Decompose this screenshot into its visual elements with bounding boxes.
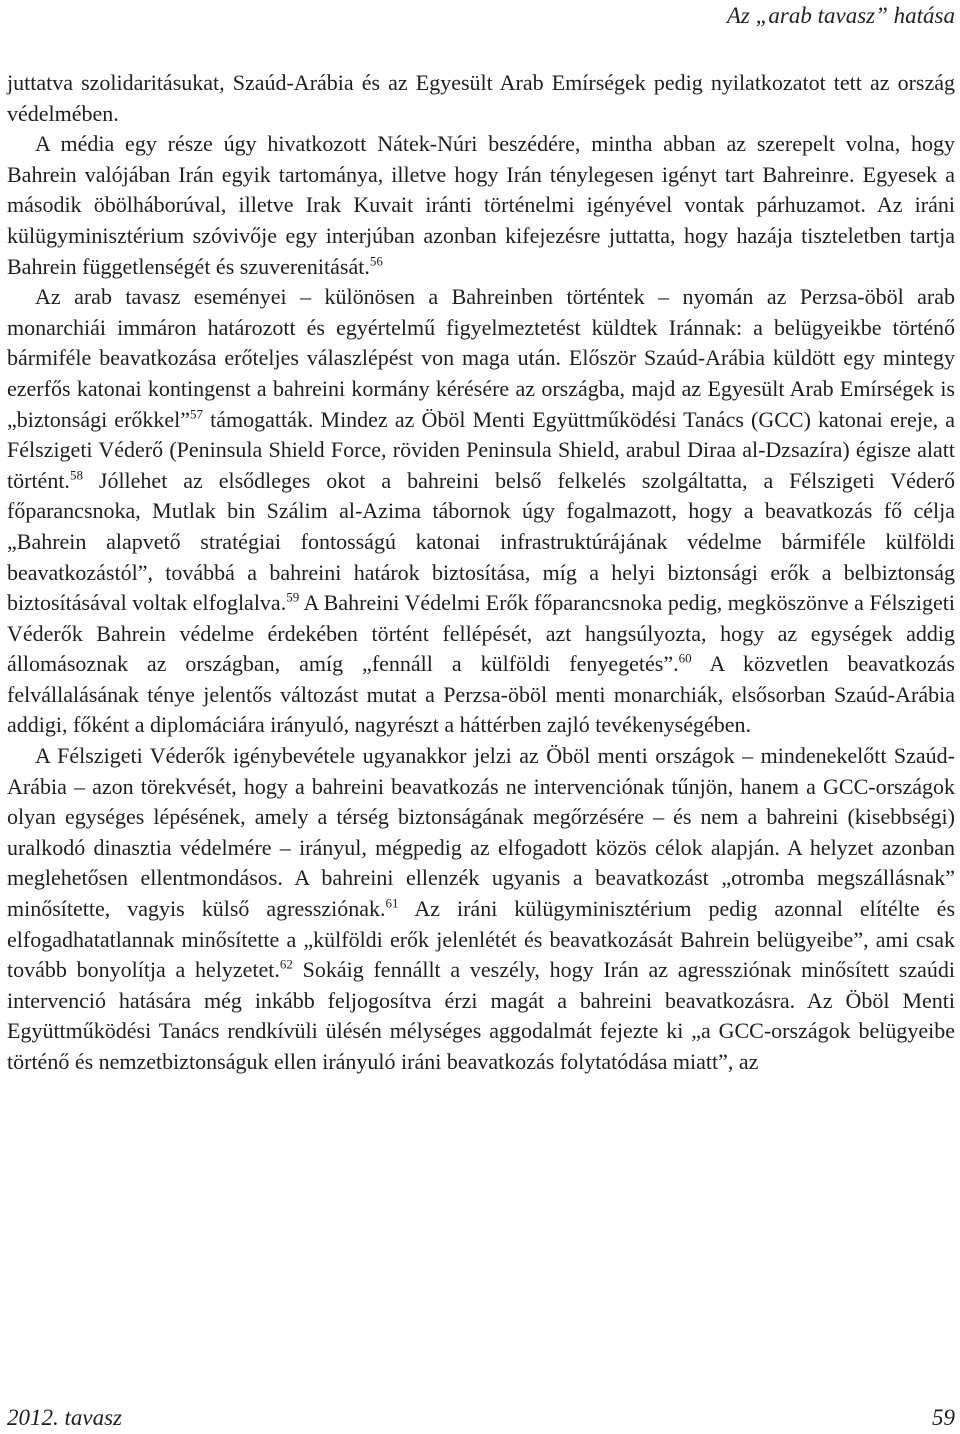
article-body: [7, 68, 955, 1078]
footnote-ref: 59: [286, 589, 300, 605]
paragraph-text: A közvetlen beavatkozás felvállalásának ténye jelentős változást mutat a Perzsa-öböl menti monarchiák, elsősorban Szaúd-Arábia addigi, főként a diplomáciára irányuló, nagyrészt a háttérben zajló tevékenységében.: [7, 651, 955, 738]
page-number: 59: [932, 1405, 955, 1430]
page-footer: [7, 1403, 955, 1433]
paragraph-text: A Bahreini Védelmi Erők főparancsnoka pedig, megköszönve a Félszigeti Véderők Bahrein védelme érdekében történt fellépését, azt hangsúlyozta, hogy az egységek addig állomásoznak az országban, amíg „fennáll a külföldi fenyegetés”.: [7, 590, 955, 677]
footnote-ref: 56: [369, 253, 383, 269]
paragraph-text: Az iráni külügyminisztérium pedig azonnal elítélte és elfogadhatatlannak minősítette a „külföldi erők jelenlétét és beavatkozását Bahrein belügyeibe”, ami csak tovább bonyolítja a helyzetet.: [7, 896, 956, 983]
running-header: Az „arab tavasz” hatása: [726, 3, 955, 28]
paragraph: [7, 741, 955, 1078]
paragraph-text: A média egy része úgy hivatkozott Nátek-Núri beszédére, mintha abban az szerepelt volna, hogy Bahrein valójában Irán egyik tartománya, illetve hogy Irán ténylegesen igényt tart Bahreinre. Egyesek a második öbölháborúval, illetve Irak Kuvait iránti történelmi igényével vontak párhuzamot. Az iráni külügyminisztérium szóvivője egy interjúban azonban kifejezésre juttatta, hogy hazája tiszteletben tartja Bahrein függetlenségét és szuverenitását.: [7, 131, 955, 279]
footnote-ref: 62: [279, 956, 293, 972]
paragraph-text: Jóllehet az elsődleges okot a bahreini belső felkelés szolgáltatta, a Félszigeti Véderő főparancsnoka, Mutlak bin Szálim al-Azima tábornok úgy fogalmazott, hogy a beavatkozás fő célja „Bahrein alapvető stratégiai fontosságú katonai infrastruktúrájának védelme bármiféle külföldi beavatkozástól”, továbbá a bahreini határok biztosítása, míg a helyi biztonsági erők a belbiztonság biztosításával voltak elfoglalva.: [7, 467, 955, 616]
paragraph-text: juttatva szolidaritásukat, Szaúd-Arábia és az Egyesült Arab Emírségek pedig nyilatkozatot tett az ország védelmében.: [7, 70, 955, 126]
footnote-ref: 61: [385, 895, 399, 911]
paragraph-text: Az arab tavasz eseményei – különösen a Bahreinben történtek – nyomán az Perzsa-öböl arab monarchiái immáron határozott és egyértelmű figyelmeztetést küldtek Iránnak: a belügyeikbe történő bármiféle beavatkozása erőteljes válaszlépést von maga után. Először Szaúd-Arábia küldött egy mintegy ezerfős katonai kontingenst a bahreini kormány kérésére az országba, majd az Egyesült Arab Emírségek is „biztonsági erőkkel”: [7, 284, 955, 432]
footnote-ref: 57: [190, 406, 204, 422]
paragraph-text: A Félszigeti Véderők igénybevétele ugyanakkor jelzi az Öböl menti országok – mindenekelőtt Szaúd-Arábia – azon törekvését, hogy a bahreini beavatkozás ne intervenciónak tűnjön, hanem a GCC-országok olyan egységes lépésének, amely a térség biztonságának megőrzésére – és nem a bahreini (kisebbségi) uralkodó dinasztia védelmére – irányul, mégpedig az elfogadott közös célok alapján. A helyzet azonban meglehetősen ellentmondásos. A bahreini ellenzék ugyanis a beavatkozást „otromba megszállásnak” minősítette, vagyis külső agressziónak.: [7, 743, 955, 922]
paragraph-text: támogatták. Mindez az Öböl Menti Együttműködési Tanács (GCC) katonai ereje, a Félszigeti Véderő (Peninsula Shield Force, röviden Peninsula Shield, arabul Diraa al-Dzsazíra) égisze alatt történt.: [7, 406, 955, 493]
issue-label: 2012. tavasz: [7, 1405, 122, 1430]
paragraph: [7, 68, 955, 129]
footnote-ref: 58: [69, 467, 83, 483]
paragraph: [7, 129, 955, 282]
paragraph-text: Sokáig fennállt a veszély, hogy Irán az agressziónak minősített szaúdi intervenció hatására még inkább feljogosítva érzi magát a bahreini beavatkozásra. Az Öböl Menti Együttműködési Tanács rendkívüli ülésén mélységes aggodalmát fejezte ki „a GCC-országok belügyeibe történő és nemzetbiztonságuk ellen irányuló iráni beavatkozás folytatódása miatt”, az: [7, 957, 955, 1074]
footnote-ref: 60: [678, 650, 692, 666]
paragraph: [7, 282, 955, 741]
